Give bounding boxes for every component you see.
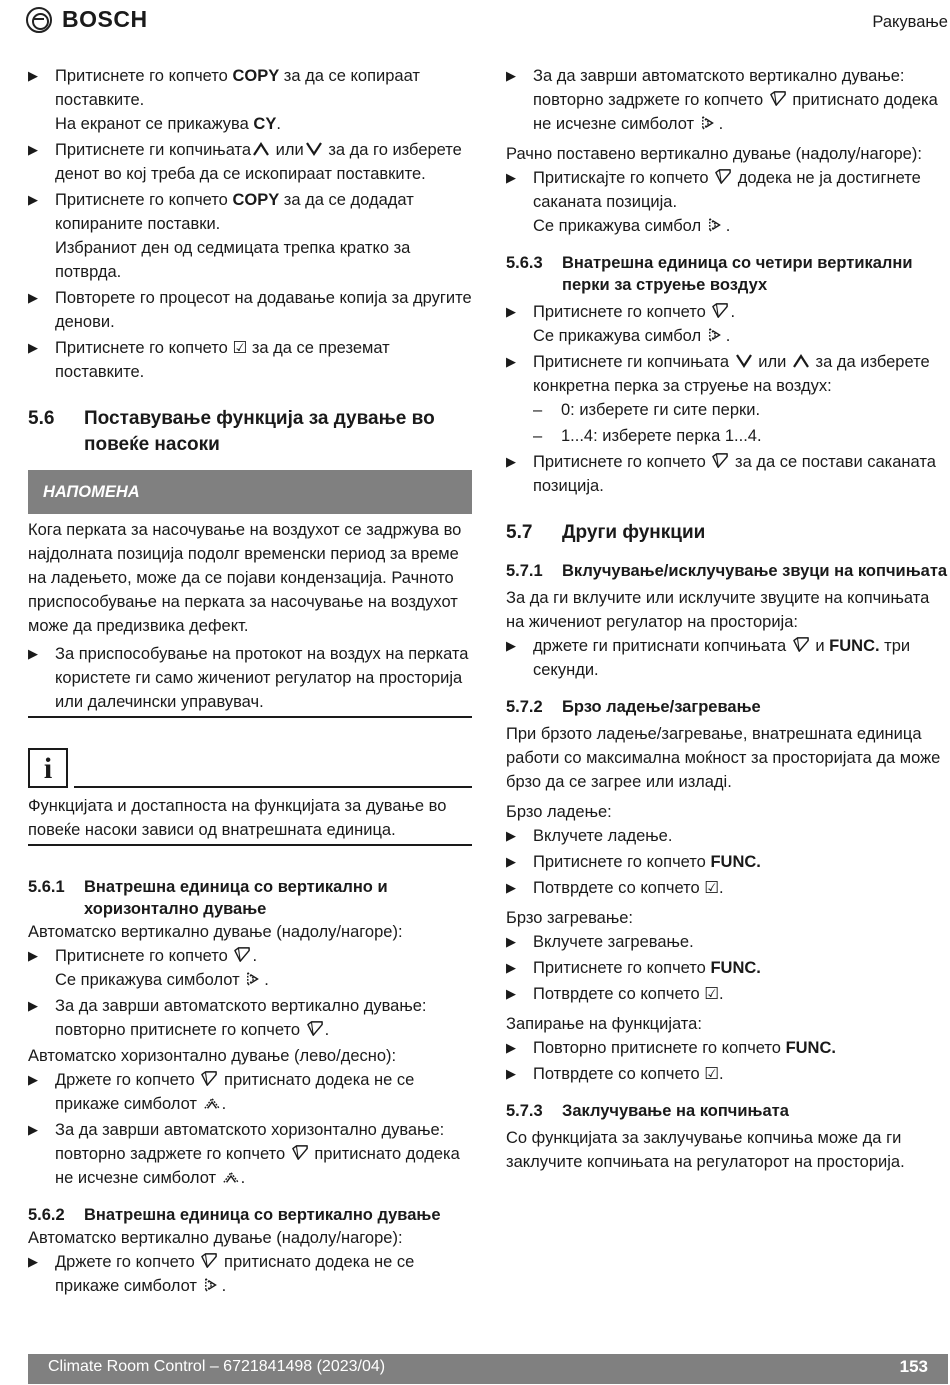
swing-vertical-symbol-icon bbox=[203, 1276, 221, 1292]
steps-list bbox=[506, 634, 950, 682]
list-item: ▶ Вклучете загревање. bbox=[506, 930, 950, 954]
swing-button-icon bbox=[711, 452, 729, 468]
swing-button-icon bbox=[233, 946, 251, 962]
list-item: ▶ Притиснете го копчето . Се прикажува симбол . bbox=[506, 300, 950, 348]
stop-steps-list bbox=[506, 1036, 950, 1086]
section-heading-5-6-1: 5.6.1 Внатрешна единица со вертикално и хоризонтално дување bbox=[28, 878, 388, 918]
list-item: ▶ Притиснете го копчето COPY за да се копираат поставките. На екранот се прикажува CY. bbox=[28, 64, 472, 136]
swing-vertical-symbol-icon bbox=[707, 216, 725, 232]
swing-button-icon bbox=[711, 302, 729, 318]
brand-name: BOSCH bbox=[62, 6, 148, 32]
paragraph: Брзо загревање: bbox=[506, 909, 633, 927]
section-heading-5-6: 5.6 Поставување функција за дување во повеќе насоки bbox=[28, 408, 435, 455]
note-text: Кога перката за насочување на воздухот се задржува во најдолната позиција подолг временски период за време на ладењето, може да се појави кондензација. Рачното приспособување на перката за насочување на воздухот може да предизвика дефект. bbox=[28, 521, 462, 635]
info-header bbox=[28, 748, 472, 788]
list-item: ▶ Притиснете го копчето ☑ за да се преземат поставките. bbox=[28, 336, 472, 384]
list-item: ▶ држете ги притиснати копчињата и FUNC. три секунди. bbox=[506, 634, 950, 682]
page-header bbox=[0, 0, 950, 44]
list-item: ▶ Притиснете ги копчињата или за да изберете конкретна перка за струење на воздух: – 0: изберете ги сите перки. – 1...4: изберете перка 1...4. bbox=[506, 350, 950, 448]
list-item: ▶ Повторете го процесот на додавање копија за другите денови. bbox=[28, 286, 472, 334]
steps-list bbox=[28, 1250, 472, 1298]
steps-list bbox=[506, 64, 950, 136]
cooling-steps-list bbox=[506, 824, 950, 900]
list-item: ▶ Притиснете го копчето FUNC. bbox=[506, 850, 950, 874]
left-column bbox=[28, 64, 472, 1300]
steps-list bbox=[506, 300, 950, 498]
note-list bbox=[28, 642, 472, 714]
page-footer bbox=[28, 1354, 948, 1384]
list-item: ▶ За приспособување на протокот на воздух на перката користете ги само жичениот регулатор на просторија или далечински управувач. bbox=[28, 642, 472, 714]
section-heading-5-7-3: 5.7.3 Заклучување на копчињата bbox=[506, 1102, 789, 1120]
section-heading-5-7: 5.7 Други функции bbox=[506, 522, 706, 543]
section-name: Ракување bbox=[872, 13, 948, 31]
list-item: – 1...4: изберете перка 1...4. bbox=[533, 424, 950, 448]
footer-document-id: Climate Room Control – 6721841498 (2023/04) bbox=[48, 1358, 386, 1375]
info-text: Функцијата и достапноста на функцијата за дување во повеќе насоки зависи од внатрешната единица. bbox=[28, 797, 447, 839]
bosch-logo bbox=[26, 6, 148, 33]
list-item: ▶ Потврдете со копчето ☑. bbox=[506, 876, 950, 900]
list-item: ▶ Потврдете со копчето ☑. bbox=[506, 982, 950, 1006]
section-heading-5-6-2: 5.6.2 Внатрешна единица со вертикално дување bbox=[28, 1206, 441, 1224]
divider bbox=[74, 786, 472, 788]
right-column bbox=[506, 64, 950, 1174]
chevron-up-icon bbox=[252, 140, 270, 156]
paragraph: Запирање на функцијата: bbox=[506, 1015, 702, 1033]
list-item: ▶ Вклучете ладење. bbox=[506, 824, 950, 848]
list-item: ▶ Притиснете го копчето FUNC. bbox=[506, 956, 950, 980]
paragraph: При брзото ладење/загревање, внатрешната единица работи со максимална моќност за просторијата да може брзо да се загрее или изладi. bbox=[506, 725, 941, 791]
swing-button-icon bbox=[769, 90, 787, 106]
list-item: ▶ Повторно притиснете го копчето FUNC. bbox=[506, 1036, 950, 1060]
swing-button-icon bbox=[200, 1252, 218, 1268]
section-heading-5-6-3: 5.6.3 Внатрешна единица со четири вертикални перки за струење воздух bbox=[506, 254, 913, 294]
paragraph: Брзо ладење: bbox=[506, 803, 612, 821]
note-label: НАПОМЕНА bbox=[28, 470, 472, 514]
paragraph: Автоматско вертикално дување (надолу/нагоре): bbox=[28, 923, 403, 941]
swing-horizontal-symbol-icon bbox=[203, 1094, 221, 1110]
info-icon: i bbox=[28, 748, 68, 788]
swing-button-icon bbox=[306, 1020, 324, 1036]
steps-list bbox=[28, 944, 472, 1042]
swing-button-icon bbox=[792, 636, 810, 652]
swing-button-icon bbox=[714, 168, 732, 184]
swing-vertical-symbol-icon bbox=[707, 326, 725, 342]
swing-button-icon bbox=[200, 1070, 218, 1086]
paragraph: Автоматско хоризонтално дување (лево/десно): bbox=[28, 1047, 397, 1065]
fin-options-list bbox=[533, 398, 950, 448]
paragraph: Автоматско вертикално дување (надолу/нагоре): bbox=[28, 1229, 403, 1247]
list-item: ▶ Притиснете ги копчињата или за да го изберете денот во кој треба да се ископираат поставките. bbox=[28, 138, 472, 186]
list-item: ▶ Потврдете со копчето ☑. bbox=[506, 1062, 950, 1086]
list-item: ▶ Притискајте го копчето додека не ја достигнете саканата позиција. Се прикажува симбол . bbox=[506, 166, 950, 238]
list-item: ▶ За да заврши автоматското хоризонтално дување: повторно задржете го копчето притиснато додека не исчезне симболот . bbox=[28, 1118, 472, 1190]
page-number: 153 bbox=[899, 1357, 928, 1376]
swing-horizontal-symbol-icon bbox=[222, 1168, 240, 1184]
paragraph: Рачно поставено вертикално дување (надолу/нагоре): bbox=[506, 145, 922, 163]
paragraph: Со функцијата за заклучување копчиња може да ги заклучите копчињата на регулаторот на просторија. bbox=[506, 1129, 905, 1171]
chevron-up-icon bbox=[792, 352, 810, 368]
list-item: ▶ Притиснете го копчето COPY за да се додадат копираните поставки. Избраниот ден од седмицата трепка кратко за потврда. bbox=[28, 188, 472, 284]
paragraph: За да ги вклучите или исклучите звуците на копчињата на жичениот регулатор на просторија: bbox=[506, 589, 930, 631]
list-item: ▶ Притиснете го копчето за да се постави саканата позиција. bbox=[506, 450, 950, 498]
section-heading-5-7-2: 5.7.2 Брзо ладење/загревање bbox=[506, 698, 761, 716]
steps-list bbox=[28, 1068, 472, 1190]
list-item: ▶ За да заврши автоматското вертикално дување: повторно притиснете го копчето . bbox=[28, 994, 472, 1042]
list-item: ▶ За да заврши автоматското вертикално дување: повторно задржете го копчето притиснато додека не исчезне симболот . bbox=[506, 64, 950, 136]
list-item: – 0: изберете ги сите перки. bbox=[533, 398, 950, 422]
chevron-down-icon bbox=[305, 140, 323, 156]
swing-vertical-symbol-icon bbox=[700, 114, 718, 130]
section-heading-5-7-1: 5.7.1 Вклучување/исклучување звуци на копчињата bbox=[506, 562, 948, 580]
copy-steps-list bbox=[28, 64, 472, 384]
list-item: ▶ Држете го копчето притиснато додека не се прикаже симболот . bbox=[28, 1250, 472, 1298]
list-item: ▶ Притиснете го копчето . Се прикажува симболот . bbox=[28, 944, 472, 992]
swing-button-icon bbox=[291, 1144, 309, 1160]
steps-list bbox=[506, 166, 950, 238]
chevron-down-icon bbox=[735, 352, 753, 368]
bosch-logo-icon bbox=[26, 7, 52, 33]
list-item: ▶ Држете го копчето притиснато додека не се прикаже симболот . bbox=[28, 1068, 472, 1116]
swing-vertical-symbol-icon bbox=[245, 970, 263, 986]
heating-steps-list bbox=[506, 930, 950, 1006]
